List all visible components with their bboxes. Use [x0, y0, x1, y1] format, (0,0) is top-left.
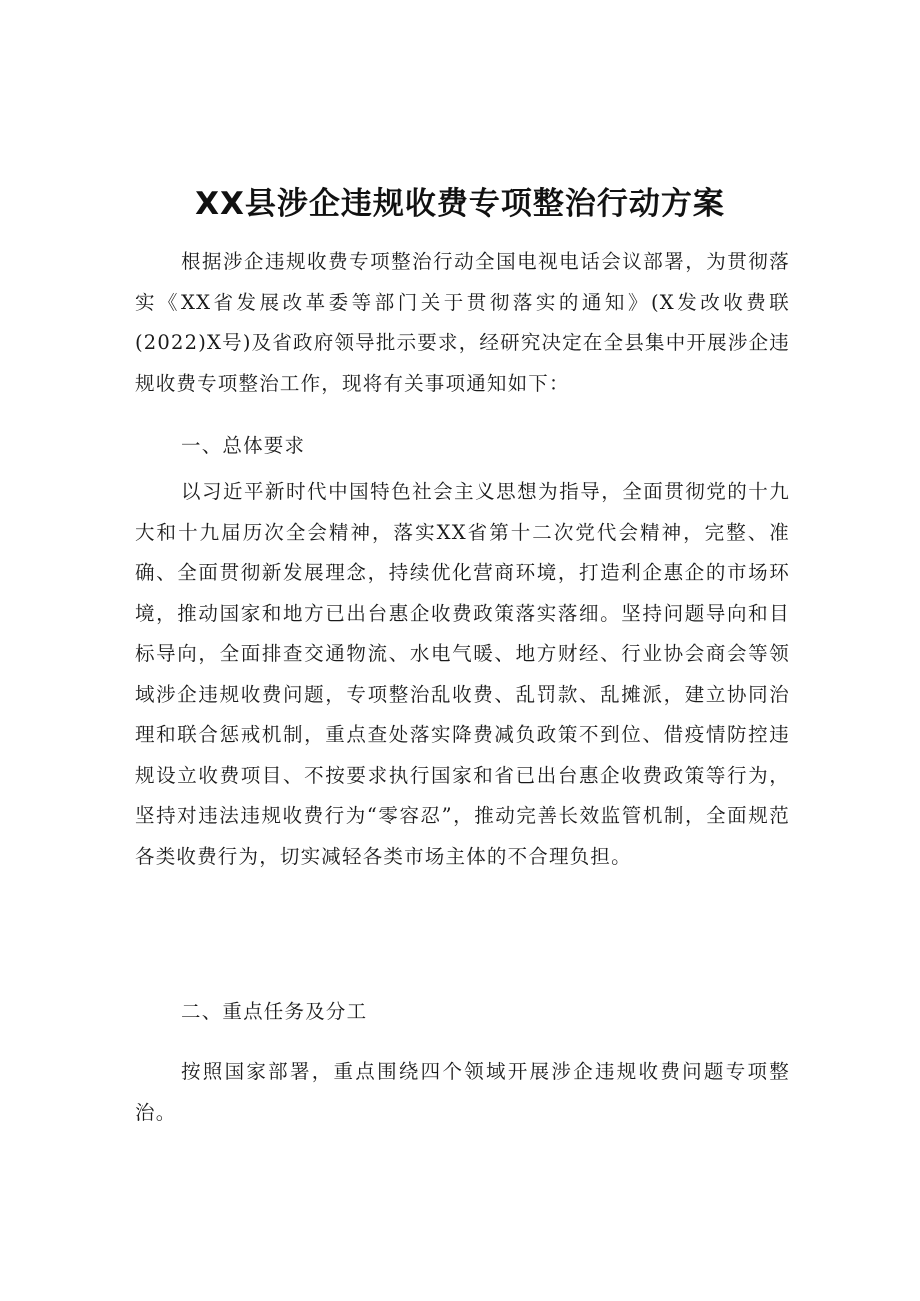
intro-paragraph: 根据涉企违规收费专项整治行动全国电视电话会议部署，为贯彻落实《XX省发展改革委等部门关于贯彻落实的通知》(X发改收费联(2022)X号)及省政府领导批示要求，经研究决定在全县集中开展涉企违规收费专项整治工作，现将有关事项通知如下：	[135, 250, 790, 395]
section-1-heading: 一、总体要求	[181, 434, 306, 457]
section-2-heading: 二、重点任务及分工	[181, 1000, 368, 1023]
section-1-body: 以习近平新时代中国特色社会主义思想为指导，全面贯彻党的十九大和十九届历次全会精神，落实XX省第十二次党代会精神，完整、准确、全面贯彻新发展理念，持续优化营商环境，打造利企惠企的市场环境，推动国家和地方已出台惠企收费政策落实落细。坚持问题导向和目标导向，全面排查交通物流、水电气暖、地方财经、行业协会商会等领域涉企违规收费问题，专项整治乱收费、乱罚款、乱摊派，建立协同治理和联合惩戒机制，重点查处落实降费减负政策不到位、借疫情防控违规设立收费项目、不按要求执行国家和省已出台惠企收费政策等行为，坚持对违法违规收费行为“零容忍”，推动完善长效监管机制，全面规范各类收费行为，切实减轻各类市场主体的不合理负担。	[135, 480, 790, 868]
section-2-body: 按照国家部署，重点围绕四个领域开展涉企违规收费问题专项整治。	[135, 1060, 790, 1124]
document-title: XX县涉企违规收费专项整治行动方案	[195, 186, 725, 222]
